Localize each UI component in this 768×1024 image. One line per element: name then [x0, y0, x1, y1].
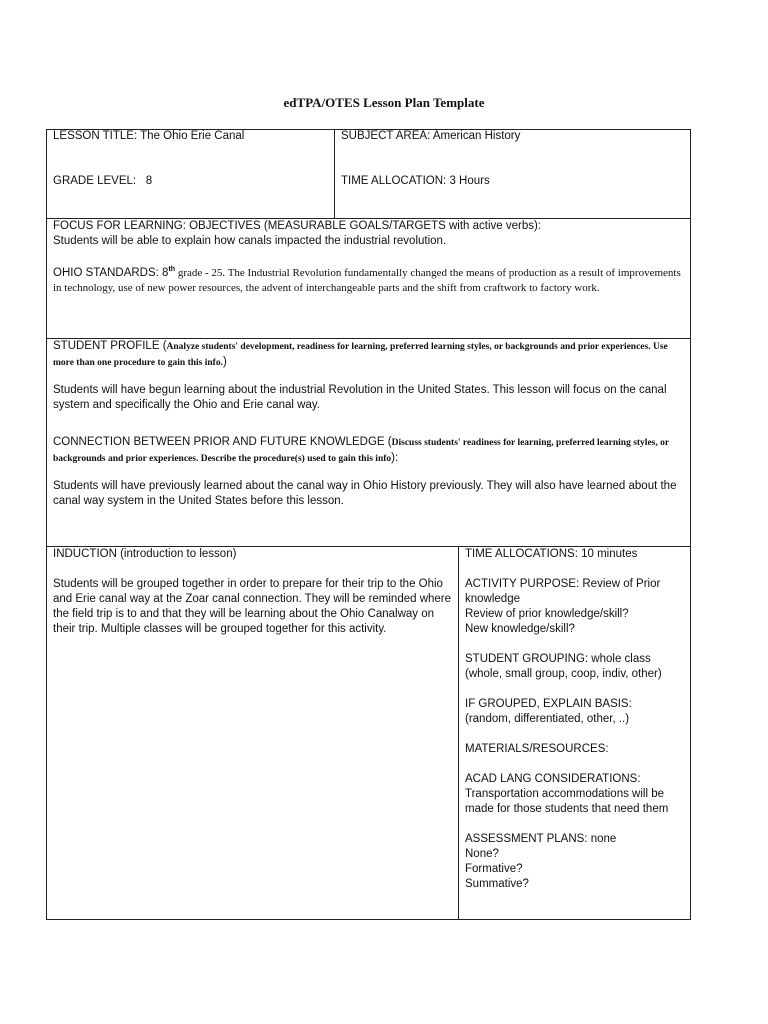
induction-label: INDUCTION (introduction to lesson)	[53, 548, 237, 560]
subject-area-label: SUBJECT AREA:	[341, 130, 431, 142]
lesson-title-line	[53, 129, 333, 144]
student-profile-instructions: Analyze students' development, readiness for learning, preferred learning styles, or backgrounds and prior experiences. Use more than one procedure to gain this info.	[53, 342, 668, 368]
acad-lang: ACAD LANG CONSIDERATIONS:	[465, 773, 641, 785]
induction-text: Students will be grouped together in order to prepare for their trip to the Ohio and Erie canal way at the Zoar canal connection. They will be reminded where the field trip is to and that they will be learning about the Ohio Canalway on their trip. Multiple classes will be grouped together for this activity.	[53, 578, 452, 635]
grade-level-label: GRADE LEVEL:	[53, 175, 137, 187]
subject-area-line	[341, 129, 686, 144]
student-profile-label: STUDENT PROFILE (	[53, 340, 167, 352]
focus-block	[53, 219, 685, 296]
time-allocations: TIME ALLOCATIONS: 10 minutes	[465, 548, 638, 560]
grade-level-value: 8	[145, 175, 153, 187]
standards-sup: th	[168, 266, 176, 273]
induction-block	[53, 547, 453, 637]
focus-objective: Students will be able to explain how canals impacted the industrial revolution.	[53, 235, 447, 247]
ohio-standards	[53, 262, 685, 296]
grouping-options: (whole, small group, coop, indiv, other)	[465, 668, 662, 680]
connection-label: CONNECTION BETWEEN PRIOR AND FUTURE KNOWLEDGE (	[53, 436, 392, 448]
connection-close: ):	[391, 452, 399, 464]
sidebar-block	[465, 547, 687, 892]
student-profile-heading	[53, 339, 685, 371]
lesson-title-value: The Ohio Erie Canal	[140, 130, 245, 142]
acad-lang-text: Transportation accommodations will be made for those students that need them	[465, 788, 669, 815]
if-grouped: IF GROUPED, EXPLAIN BASIS:	[465, 698, 632, 710]
materials: MATERIALS/RESOURCES:	[465, 743, 609, 755]
assess-summative: Summative?	[465, 878, 529, 890]
time-allocation-value: 3 Hours	[449, 175, 490, 187]
assess-none: None?	[465, 848, 499, 860]
connection-instructions: Discuss students' readiness for learning, preferred learning styles, or backgrounds and prior experiences. Describe the procedure(s) used to gain this info	[53, 438, 669, 464]
student-grouping: STUDENT GROUPING: whole class	[465, 653, 651, 665]
activity-purpose: ACTIVITY PURPOSE: Review of Prior knowledge	[465, 578, 661, 605]
assess-formative: Formative?	[465, 863, 523, 875]
focus-label: FOCUS FOR LEARNING: OBJECTIVES (MEASURABLE GOALS/TARGETS with active verbs):	[53, 220, 541, 232]
standards-label: OHIO STANDARDS: 8	[53, 266, 169, 279]
standards-grade: grade - 25.	[175, 266, 226, 279]
time-allocation-line	[341, 174, 686, 189]
student-profile-block	[53, 339, 685, 509]
lesson-title-label: LESSON TITLE:	[53, 130, 138, 142]
connection-text: Students will have previously learned about the canal way in Ohio History previously. They will also have learned about the canal way system in the United States before this lesson.	[53, 480, 677, 507]
connection-heading	[53, 435, 685, 467]
grouped-options: (random, differentiated, other, ..)	[465, 713, 630, 725]
standards-text: The Industrial Revolution fundamentally changed the means of production as a result of improvements in technology, use of new power resources, the advent of interchangeable parts and the shift from craftwork to factory work.	[53, 266, 681, 294]
student-profile-close: )	[222, 356, 227, 368]
student-profile-text: Students will have begun learning about the industrial Revolution in the United States. This lesson will focus on the canal system and specifically the Ohio and Erie canal way.	[53, 384, 667, 411]
time-allocation-label: TIME ALLOCATION:	[341, 175, 447, 187]
new-knowledge: New knowledge/skill?	[465, 623, 575, 635]
review-prior: Review of prior knowledge/skill?	[465, 608, 629, 620]
document-title: edTPA/OTES Lesson Plan Template	[283, 95, 485, 110]
subject-area-value: American History	[432, 130, 521, 142]
grade-level-line	[53, 174, 333, 189]
assessment-plans: ASSESSMENT PLANS: none	[465, 833, 617, 845]
